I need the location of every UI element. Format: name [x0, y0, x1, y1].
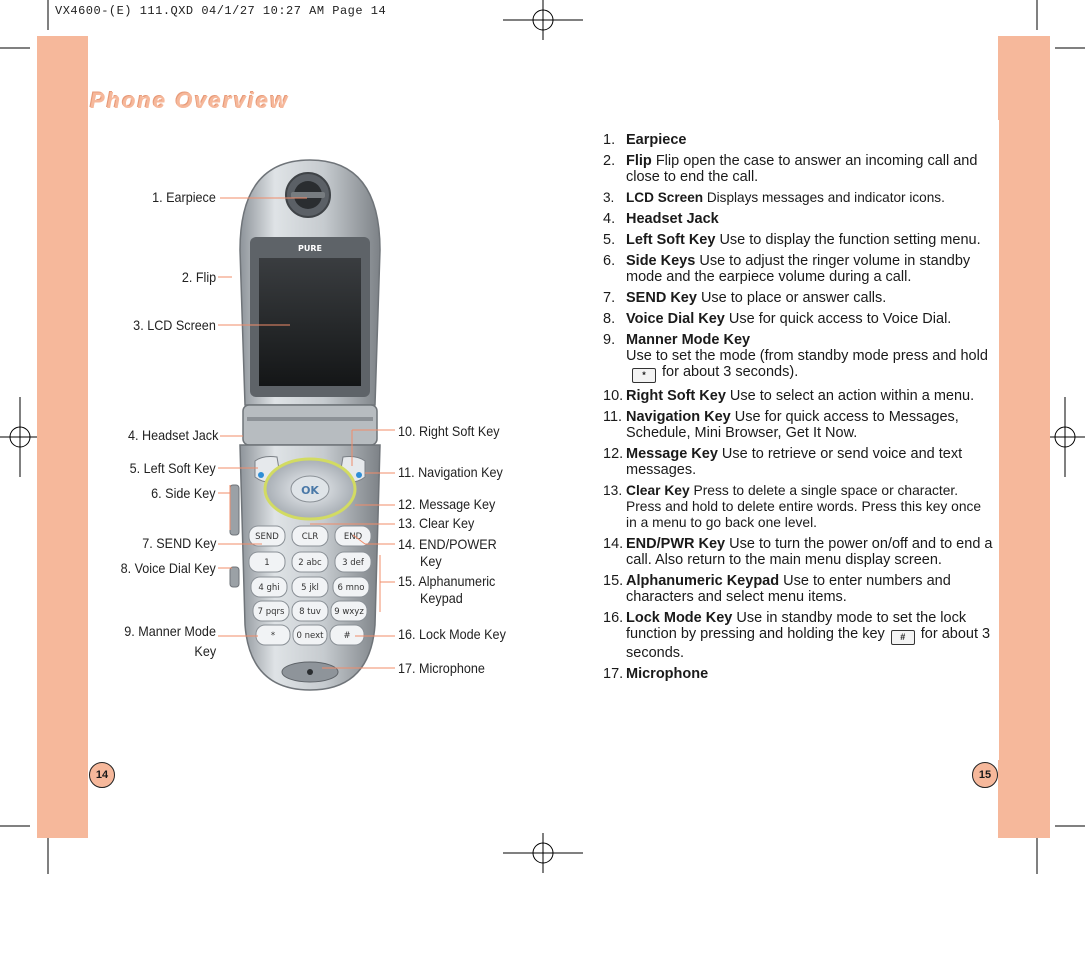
callout-right-soft-key: 10. Right Soft Key: [398, 423, 500, 439]
list-item: 12. Message Key Use to retrieve or send voice and text messages.: [603, 446, 963, 478]
svg-text:END: END: [343, 532, 363, 542]
svg-text:0 next: 0 next: [296, 631, 324, 641]
callout-microphone: 17. Microphone: [398, 660, 485, 676]
svg-text:3 def: 3 def: [342, 558, 364, 568]
callout-side-key: 6. Side Key: [151, 485, 216, 501]
page-title: Phone Overview: [90, 88, 290, 113]
svg-text:7 pqrs: 7 pqrs: [257, 607, 285, 617]
svg-text:OK: OK: [301, 484, 319, 497]
list-item: 3. LCD Screen Displays messages and indicator icons.: [603, 190, 945, 205]
svg-text:1: 1: [264, 558, 270, 568]
callout-navigation-key: 11. Navigation Key: [398, 464, 503, 480]
list-item: 7. SEND Key Use to place or answer calls.: [603, 290, 887, 306]
svg-text:5 jkl: 5 jkl: [301, 583, 319, 593]
callout-alphanumeric-keypad-line2: Keypad: [420, 590, 463, 606]
component-description-list: [603, 132, 993, 687]
callout-end-power-key: 14. END/POWER: [398, 536, 497, 552]
callout-earpiece: 1. Earpiece: [152, 189, 216, 205]
svg-text:8 tuv: 8 tuv: [299, 607, 321, 617]
list-item: 9. Manner Mode Key Use to set the mode (from standby mode press and hold* for about 3 seconds).: [603, 332, 993, 383]
list-item: 11. Navigation Key Use for quick access to Messages, Schedule, Mini Browser, Get It Now.: [603, 409, 959, 441]
callout-alphanumeric-keypad: 15. Alphanumeric: [398, 573, 496, 589]
list-item: 10. Right Soft Key Use to select an action within a menu.: [603, 388, 975, 404]
svg-text:6 mno: 6 mno: [337, 583, 365, 593]
callout-lock-mode-key: 16. Lock Mode Key: [398, 626, 506, 642]
star-key-icon: *: [632, 368, 656, 383]
callout-lcd-screen: 3. LCD Screen: [133, 317, 216, 333]
callout-end-power-key-line2: Key: [420, 553, 442, 569]
list-item: 5. Left Soft Key Use to display the function setting menu.: [603, 232, 981, 248]
list-item: 6. Side Keys Use to adjust the ringer volume in standby mode and the earpiece volume during a call.: [603, 253, 971, 285]
list-item: 15. Alphanumeric Keypad Use to enter numbers and characters and select menu items.: [603, 573, 951, 605]
svg-text:*: *: [270, 631, 276, 641]
callout-headset-jack: 4. Headset Jack: [127, 427, 218, 443]
pound-key-icon: #: [891, 630, 915, 645]
callout-left-soft-key: 5. Left Soft Key: [129, 460, 216, 476]
callout-message-key: 12. Message Key: [398, 496, 496, 512]
svg-text:4 ghi: 4 ghi: [258, 583, 280, 593]
page-number-right: 15: [972, 762, 998, 788]
svg-text:2 abc: 2 abc: [298, 558, 322, 568]
page-number-left: 14: [89, 762, 115, 788]
callout-send-key: 7. SEND Key: [141, 535, 216, 551]
callout-flip: 2. Flip: [181, 269, 216, 285]
list-item: 2. Flip Flip open the case to answer an incoming call and close to end the call.: [603, 153, 978, 185]
svg-text:CLR: CLR: [301, 532, 319, 542]
callout-manner-mode-key: 9. Manner Mode: [124, 623, 216, 639]
list-item: 8. Voice Dial Key Use for quick access to Voice Dial.: [603, 311, 952, 327]
list-item: 1. Earpiece: [603, 132, 687, 148]
list-item: 4. Headset Jack: [603, 211, 719, 227]
svg-text:9 wxyz: 9 wxyz: [334, 607, 364, 617]
list-item: 17. Microphone: [603, 666, 709, 682]
list-item: 16. Lock Mode Key Use in standby mode to set the lock function by pressing and holding the key # for about 3 seconds.: [603, 610, 991, 661]
svg-text:SEND: SEND: [255, 532, 279, 542]
svg-text:#: #: [343, 631, 351, 641]
callout-clear-key: 13. Clear Key: [398, 515, 475, 531]
printer-slug: VX4600-(E) 111.QXD 04/1/27 10:27 AM Page 14: [55, 4, 387, 18]
list-item: 14. END/PWR Key Use to turn the power on/off and to end a call. Also return to the main menu display screen.: [603, 536, 993, 568]
list-item: 13. Clear Key Press to delete a single space or character. Press and hold to delete entire words. Press this key once in a menu to go back one level.: [603, 483, 982, 530]
callout-manner-mode-key-line2: Key: [194, 643, 216, 659]
brand-logo: PURE: [298, 244, 322, 253]
callout-voice-dial-key: 8. Voice Dial Key: [120, 560, 216, 576]
